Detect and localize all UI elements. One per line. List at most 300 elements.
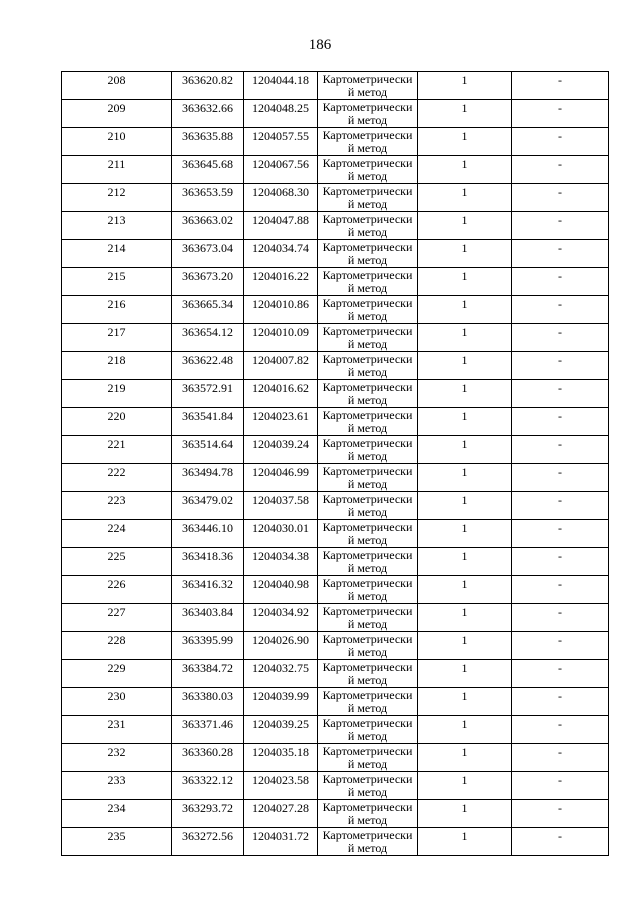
point-number-cell-text: 232 xyxy=(107,745,126,759)
note-cell-text: - xyxy=(558,269,562,283)
x-coordinate-cell-text: 363416.32 xyxy=(182,577,233,591)
note-cell-text: - xyxy=(558,129,562,143)
x-coordinate-cell-text: 363663.02 xyxy=(182,213,233,227)
y-coordinate-cell-text: 1204016.62 xyxy=(252,381,309,395)
x-coordinate-cell xyxy=(172,576,244,604)
method-cell-text: Картометрически й метод xyxy=(322,128,413,155)
table-row xyxy=(62,184,609,212)
note-cell xyxy=(512,828,609,856)
table-row xyxy=(62,436,609,464)
y-coordinate-cell xyxy=(244,828,318,856)
accuracy-cell xyxy=(418,128,512,156)
y-coordinate-cell-text: 1204016.22 xyxy=(252,269,309,283)
y-coordinate-cell xyxy=(244,268,318,296)
point-number-cell-text: 223 xyxy=(107,493,126,507)
method-cell xyxy=(318,100,418,128)
accuracy-cell-text: 1 xyxy=(461,101,468,115)
y-coordinate-cell xyxy=(244,128,318,156)
table-row xyxy=(62,296,609,324)
table-row xyxy=(62,324,609,352)
table-row xyxy=(62,548,609,576)
point-number-cell xyxy=(62,604,172,632)
x-coordinate-cell xyxy=(172,744,244,772)
point-number-cell-text: 215 xyxy=(107,269,126,283)
table-row xyxy=(62,464,609,492)
x-coordinate-cell-text: 363632.66 xyxy=(182,101,233,115)
y-coordinate-cell-text: 1204057.55 xyxy=(252,129,309,143)
method-cell xyxy=(318,604,418,632)
accuracy-cell-text: 1 xyxy=(461,269,468,283)
x-coordinate-cell-text: 363380.03 xyxy=(182,689,233,703)
point-number-cell-text: 214 xyxy=(107,241,126,255)
table-row xyxy=(62,800,609,828)
accuracy-cell xyxy=(418,632,512,660)
y-coordinate-cell-text: 1204034.92 xyxy=(252,605,309,619)
point-number-cell xyxy=(62,716,172,744)
point-number-cell-text: 231 xyxy=(107,717,126,731)
x-coordinate-cell-text: 363673.20 xyxy=(182,269,233,283)
note-cell xyxy=(512,716,609,744)
accuracy-cell-text: 1 xyxy=(461,297,468,311)
accuracy-cell xyxy=(418,604,512,632)
accuracy-cell xyxy=(418,100,512,128)
note-cell xyxy=(512,688,609,716)
method-cell xyxy=(318,184,418,212)
note-cell-text: - xyxy=(558,157,562,171)
method-cell-text: Картометрически й метод xyxy=(322,576,413,603)
method-cell-text: Картометрически й метод xyxy=(322,520,413,547)
table-row xyxy=(62,352,609,380)
table-row xyxy=(62,240,609,268)
note-cell-text: - xyxy=(558,493,562,507)
x-coordinate-cell xyxy=(172,100,244,128)
method-cell xyxy=(318,240,418,268)
accuracy-cell-text: 1 xyxy=(461,633,468,647)
point-number-cell-text: 209 xyxy=(107,101,126,115)
y-coordinate-cell-text: 1204046.99 xyxy=(252,465,309,479)
point-number-cell xyxy=(62,828,172,856)
y-coordinate-cell-text: 1204030.01 xyxy=(252,521,309,535)
note-cell-text: - xyxy=(558,549,562,563)
point-number-cell xyxy=(62,688,172,716)
point-number-cell xyxy=(62,240,172,268)
note-cell xyxy=(512,184,609,212)
accuracy-cell xyxy=(418,436,512,464)
accuracy-cell xyxy=(418,324,512,352)
note-cell-text: - xyxy=(558,101,562,115)
method-cell xyxy=(318,156,418,184)
table-row xyxy=(62,632,609,660)
method-cell xyxy=(318,492,418,520)
x-coordinate-cell xyxy=(172,632,244,660)
y-coordinate-cell xyxy=(244,576,318,604)
accuracy-cell xyxy=(418,464,512,492)
accuracy-cell xyxy=(418,408,512,436)
table-row xyxy=(62,128,609,156)
point-number-cell-text: 213 xyxy=(107,213,126,227)
note-cell-text: - xyxy=(558,325,562,339)
method-cell-text: Картометрически й метод xyxy=(322,268,413,295)
note-cell-text: - xyxy=(558,717,562,731)
point-number-cell-text: 230 xyxy=(107,689,126,703)
y-coordinate-cell-text: 1204048.25 xyxy=(252,101,309,115)
method-cell-text: Картометрически й метод xyxy=(322,156,413,183)
point-number-cell xyxy=(62,72,172,100)
accuracy-cell xyxy=(418,212,512,240)
accuracy-cell-text: 1 xyxy=(461,745,468,759)
x-coordinate-cell xyxy=(172,408,244,436)
note-cell-text: - xyxy=(558,353,562,367)
note-cell-text: - xyxy=(558,381,562,395)
point-number-cell-text: 217 xyxy=(107,325,126,339)
x-coordinate-cell-text: 363653.59 xyxy=(182,185,233,199)
method-cell xyxy=(318,128,418,156)
point-number-cell-text: 210 xyxy=(107,129,126,143)
accuracy-cell-text: 1 xyxy=(461,605,468,619)
x-coordinate-cell xyxy=(172,772,244,800)
x-coordinate-cell-text: 363446.10 xyxy=(182,521,233,535)
accuracy-cell xyxy=(418,184,512,212)
y-coordinate-cell-text: 1204034.38 xyxy=(252,549,309,563)
method-cell xyxy=(318,800,418,828)
point-number-cell xyxy=(62,744,172,772)
note-cell-text: - xyxy=(558,521,562,535)
y-coordinate-cell-text: 1204068.30 xyxy=(252,185,309,199)
x-coordinate-cell-text: 363395.99 xyxy=(182,633,233,647)
accuracy-cell-text: 1 xyxy=(461,773,468,787)
point-number-cell-text: 226 xyxy=(107,577,126,591)
x-coordinate-cell xyxy=(172,520,244,548)
method-cell xyxy=(318,772,418,800)
note-cell xyxy=(512,324,609,352)
x-coordinate-cell xyxy=(172,352,244,380)
x-coordinate-cell-text: 363673.04 xyxy=(182,241,233,255)
note-cell xyxy=(512,744,609,772)
table-row xyxy=(62,156,609,184)
y-coordinate-cell-text: 1204037.58 xyxy=(252,493,309,507)
method-cell xyxy=(318,464,418,492)
method-cell-text: Картометрически й метод xyxy=(322,436,413,463)
method-cell-text: Картометрически й метод xyxy=(322,100,413,127)
page-number: 186 xyxy=(308,37,332,53)
accuracy-cell-text: 1 xyxy=(461,717,468,731)
point-number-cell xyxy=(62,660,172,688)
y-coordinate-cell-text: 1204067.56 xyxy=(252,157,309,171)
method-cell xyxy=(318,436,418,464)
y-coordinate-cell-text: 1204039.24 xyxy=(252,437,309,451)
note-cell-text: - xyxy=(558,577,562,591)
method-cell-text: Картометрически й метод xyxy=(322,828,413,855)
y-coordinate-cell-text: 1204040.98 xyxy=(252,577,309,591)
accuracy-cell xyxy=(418,576,512,604)
method-cell-text: Картометрически й метод xyxy=(322,744,413,771)
point-number-cell xyxy=(62,492,172,520)
y-coordinate-cell xyxy=(244,100,318,128)
x-coordinate-cell-text: 363293.72 xyxy=(182,801,233,815)
note-cell xyxy=(512,100,609,128)
point-number-cell xyxy=(62,436,172,464)
y-coordinate-cell xyxy=(244,520,318,548)
y-coordinate-cell-text: 1204032.75 xyxy=(252,661,309,675)
accuracy-cell xyxy=(418,744,512,772)
y-coordinate-cell xyxy=(244,688,318,716)
x-coordinate-cell-text: 363541.84 xyxy=(182,409,233,423)
x-coordinate-cell xyxy=(172,128,244,156)
y-coordinate-cell xyxy=(244,324,318,352)
y-coordinate-cell-text: 1204039.25 xyxy=(252,717,309,731)
point-number-cell xyxy=(62,800,172,828)
point-number-cell-text: 212 xyxy=(107,185,126,199)
point-number-cell-text: 216 xyxy=(107,297,126,311)
table-row xyxy=(62,828,609,856)
x-coordinate-cell xyxy=(172,324,244,352)
note-cell-text: - xyxy=(558,297,562,311)
note-cell-text: - xyxy=(558,213,562,227)
point-number-cell xyxy=(62,548,172,576)
table-row xyxy=(62,212,609,240)
accuracy-cell-text: 1 xyxy=(461,73,468,87)
method-cell-text: Картометрически й метод xyxy=(322,800,413,827)
method-cell-text: Картометрически й метод xyxy=(322,604,413,631)
y-coordinate-cell xyxy=(244,436,318,464)
method-cell-text: Картометрически й метод xyxy=(322,660,413,687)
method-cell xyxy=(318,828,418,856)
accuracy-cell-text: 1 xyxy=(461,689,468,703)
x-coordinate-cell-text: 363620.82 xyxy=(182,73,233,87)
table-row xyxy=(62,744,609,772)
method-cell xyxy=(318,380,418,408)
method-cell-text: Картометрически й метод xyxy=(322,772,413,799)
note-cell-text: - xyxy=(558,437,562,451)
y-coordinate-cell-text: 1204026.90 xyxy=(252,633,309,647)
accuracy-cell xyxy=(418,156,512,184)
point-number-cell xyxy=(62,408,172,436)
accuracy-cell xyxy=(418,800,512,828)
accuracy-cell-text: 1 xyxy=(461,801,468,815)
y-coordinate-cell-text: 1204031.72 xyxy=(252,829,309,843)
accuracy-cell xyxy=(418,828,512,856)
x-coordinate-cell-text: 363272.56 xyxy=(182,829,233,843)
y-coordinate-cell xyxy=(244,604,318,632)
method-cell-text: Картометрически й метод xyxy=(322,352,413,379)
y-coordinate-cell xyxy=(244,212,318,240)
point-number-cell-text: 211 xyxy=(107,157,126,171)
accuracy-cell-text: 1 xyxy=(461,829,468,843)
point-number-cell-text: 220 xyxy=(107,409,126,423)
x-coordinate-cell-text: 363654.12 xyxy=(182,325,233,339)
x-coordinate-cell xyxy=(172,464,244,492)
point-number-cell-text: 228 xyxy=(107,633,126,647)
note-cell xyxy=(512,72,609,100)
point-number-cell xyxy=(62,632,172,660)
accuracy-cell xyxy=(418,268,512,296)
accuracy-cell xyxy=(418,492,512,520)
note-cell xyxy=(512,268,609,296)
accuracy-cell xyxy=(418,520,512,548)
y-coordinate-cell xyxy=(244,632,318,660)
note-cell xyxy=(512,520,609,548)
y-coordinate-cell xyxy=(244,352,318,380)
note-cell-text: - xyxy=(558,241,562,255)
accuracy-cell-text: 1 xyxy=(461,381,468,395)
accuracy-cell xyxy=(418,548,512,576)
x-coordinate-cell xyxy=(172,72,244,100)
note-cell xyxy=(512,548,609,576)
point-number-cell-text: 233 xyxy=(107,773,126,787)
y-coordinate-cell-text: 1204039.99 xyxy=(252,689,309,703)
point-number-cell-text: 208 xyxy=(107,73,126,87)
point-number-cell-text: 235 xyxy=(107,829,126,843)
note-cell-text: - xyxy=(558,745,562,759)
point-number-cell-text: 225 xyxy=(107,549,126,563)
y-coordinate-cell xyxy=(244,744,318,772)
x-coordinate-cell-text: 363418.36 xyxy=(182,549,233,563)
note-cell-text: - xyxy=(558,801,562,815)
accuracy-cell xyxy=(418,660,512,688)
accuracy-cell xyxy=(418,296,512,324)
point-number-cell xyxy=(62,268,172,296)
note-cell-text: - xyxy=(558,185,562,199)
x-coordinate-cell xyxy=(172,156,244,184)
note-cell xyxy=(512,408,609,436)
point-number-cell xyxy=(62,380,172,408)
method-cell xyxy=(318,212,418,240)
method-cell xyxy=(318,548,418,576)
method-cell xyxy=(318,296,418,324)
x-coordinate-cell-text: 363645.68 xyxy=(182,157,233,171)
table-row xyxy=(62,604,609,632)
x-coordinate-cell xyxy=(172,268,244,296)
x-coordinate-cell xyxy=(172,800,244,828)
point-number-cell-text: 222 xyxy=(107,465,126,479)
note-cell xyxy=(512,492,609,520)
note-cell xyxy=(512,464,609,492)
table-row xyxy=(62,492,609,520)
x-coordinate-cell-text: 363479.02 xyxy=(182,493,233,507)
note-cell-text: - xyxy=(558,661,562,675)
x-coordinate-cell xyxy=(172,492,244,520)
note-cell xyxy=(512,772,609,800)
y-coordinate-cell xyxy=(244,240,318,268)
point-number-cell-text: 221 xyxy=(107,437,126,451)
y-coordinate-cell xyxy=(244,492,318,520)
point-number-cell xyxy=(62,128,172,156)
method-cell-text: Картометрически й метод xyxy=(322,464,413,491)
table-row xyxy=(62,380,609,408)
accuracy-cell-text: 1 xyxy=(461,353,468,367)
x-coordinate-cell-text: 363665.34 xyxy=(182,297,233,311)
point-number-cell-text: 218 xyxy=(107,353,126,367)
method-cell-text: Картометрически й метод xyxy=(322,296,413,323)
x-coordinate-cell-text: 363494.78 xyxy=(182,465,233,479)
method-cell xyxy=(318,632,418,660)
point-number-cell xyxy=(62,184,172,212)
accuracy-cell xyxy=(418,772,512,800)
x-coordinate-cell xyxy=(172,436,244,464)
x-coordinate-cell xyxy=(172,296,244,324)
accuracy-cell xyxy=(418,688,512,716)
y-coordinate-cell-text: 1204035.18 xyxy=(252,745,309,759)
accuracy-cell-text: 1 xyxy=(461,577,468,591)
note-cell xyxy=(512,156,609,184)
note-cell-text: - xyxy=(558,73,562,87)
point-number-cell xyxy=(62,100,172,128)
point-number-cell xyxy=(62,772,172,800)
table-row xyxy=(62,772,609,800)
method-cell xyxy=(318,408,418,436)
method-cell-text: Картометрически й метод xyxy=(322,548,413,575)
point-number-cell-text: 224 xyxy=(107,521,126,535)
y-coordinate-cell xyxy=(244,716,318,744)
method-cell xyxy=(318,576,418,604)
y-coordinate-cell-text: 1204007.82 xyxy=(252,353,309,367)
accuracy-cell-text: 1 xyxy=(461,157,468,171)
point-number-cell-text: 227 xyxy=(107,605,126,619)
y-coordinate-cell xyxy=(244,660,318,688)
y-coordinate-cell xyxy=(244,772,318,800)
note-cell-text: - xyxy=(558,829,562,843)
y-coordinate-cell xyxy=(244,464,318,492)
note-cell xyxy=(512,380,609,408)
table-row xyxy=(62,268,609,296)
note-cell xyxy=(512,604,609,632)
table-row xyxy=(62,408,609,436)
point-number-cell xyxy=(62,352,172,380)
method-cell-text: Картометрически й метод xyxy=(322,408,413,435)
x-coordinate-cell-text: 363572.91 xyxy=(182,381,233,395)
method-cell-text: Картометрически й метод xyxy=(322,716,413,743)
method-cell-text: Картометрически й метод xyxy=(322,324,413,351)
x-coordinate-cell xyxy=(172,240,244,268)
y-coordinate-cell xyxy=(244,156,318,184)
note-cell xyxy=(512,296,609,324)
point-number-cell xyxy=(62,296,172,324)
method-cell-text: Картометрически й метод xyxy=(322,212,413,239)
accuracy-cell xyxy=(418,716,512,744)
method-cell-text: Картометрически й метод xyxy=(322,688,413,715)
x-coordinate-cell xyxy=(172,212,244,240)
note-cell-text: - xyxy=(558,773,562,787)
x-coordinate-cell xyxy=(172,184,244,212)
note-cell-text: - xyxy=(558,409,562,423)
y-coordinate-cell xyxy=(244,380,318,408)
y-coordinate-cell xyxy=(244,800,318,828)
note-cell xyxy=(512,128,609,156)
accuracy-cell-text: 1 xyxy=(461,465,468,479)
note-cell xyxy=(512,436,609,464)
y-coordinate-cell-text: 1204023.58 xyxy=(252,773,309,787)
y-coordinate-cell-text: 1204010.09 xyxy=(252,325,309,339)
point-number-cell xyxy=(62,324,172,352)
accuracy-cell-text: 1 xyxy=(461,437,468,451)
accuracy-cell-text: 1 xyxy=(461,549,468,563)
method-cell xyxy=(318,520,418,548)
x-coordinate-cell xyxy=(172,380,244,408)
y-coordinate-cell xyxy=(244,408,318,436)
y-coordinate-cell-text: 1204010.86 xyxy=(252,297,309,311)
point-number-cell xyxy=(62,464,172,492)
table-row xyxy=(62,576,609,604)
method-cell xyxy=(318,716,418,744)
note-cell xyxy=(512,240,609,268)
method-cell-text: Картометрически й метод xyxy=(322,72,413,99)
y-coordinate-cell xyxy=(244,184,318,212)
point-number-cell xyxy=(62,212,172,240)
x-coordinate-cell xyxy=(172,828,244,856)
accuracy-cell-text: 1 xyxy=(461,521,468,535)
accuracy-cell-text: 1 xyxy=(461,409,468,423)
note-cell-text: - xyxy=(558,633,562,647)
